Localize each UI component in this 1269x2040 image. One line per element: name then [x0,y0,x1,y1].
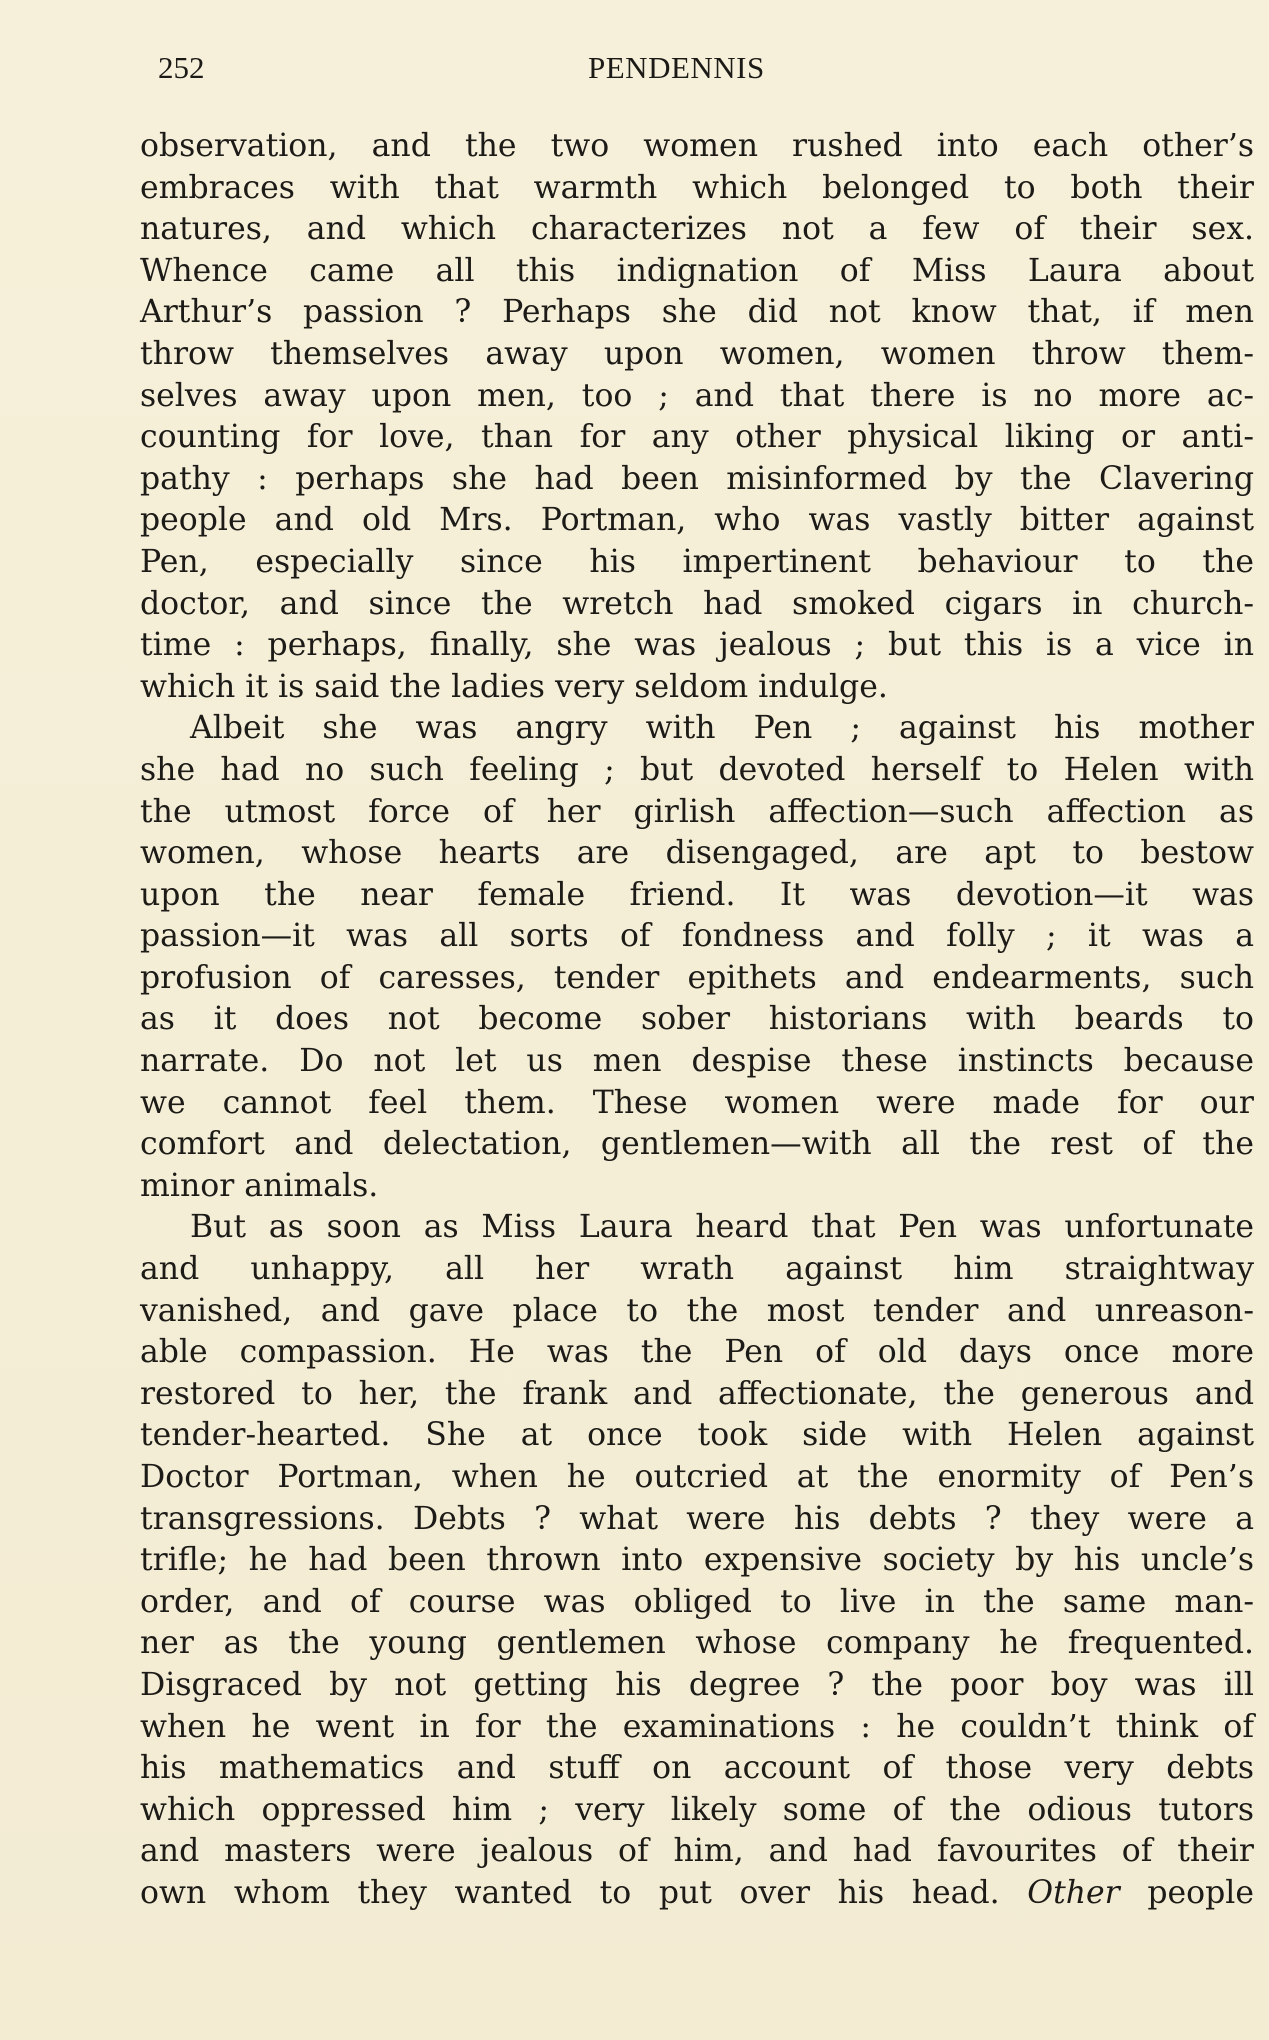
text-line: tender-hearted. She at once took side with Helen against [140,1417,1254,1454]
text-line: transgressions. Debts ? what were his debts ? they were a [140,1500,1254,1537]
text-line-final [140,1873,1254,1915]
text-line: trifle; he had been thrown into expensive society by his uncle’s [140,1542,1254,1579]
text-line: Albeit she was angry with Pen ; against his mother [190,710,1254,747]
text-line: pathy : perhaps she had been misinformed by the Clavering [140,460,1254,497]
text-line: But as soon as Miss Laura heard that Pen was unfortunate [190,1209,1254,1246]
body-text [140,126,1254,1915]
text-line: doctor, and since the wretch had smoked cigars in church- [140,585,1254,622]
text-line: ner as the young gentlemen whose company he frequented. [140,1625,1254,1662]
text-line: which it is said the ladies very seldom indulge. [140,668,888,705]
text-line-final-start: own whom they wanted to put over his head. [140,1874,1000,1911]
text-line: Disgraced by not getting his degree ? the poor boy was ill [140,1666,1254,1703]
text-line: Pen, especially since his impertinent behaviour to the [140,543,1254,580]
text-line: as it does not become sober historians with beards to [140,1001,1254,1038]
text-line: his mathematics and stuff on account of those very debts [140,1750,1254,1787]
text-line: natures, and which characterizes not a few of their sex. [140,211,1254,248]
text-line: passion—it was all sorts of fondness and folly ; it was a [140,918,1254,955]
text-line: comfort and delectation, gentlemen—with all the rest of the [140,1126,1254,1163]
gap [1000,1875,1028,1911]
text-line: minor animals. [140,1167,379,1204]
page-number: 252 [158,50,205,85]
text-line: observation, and the two women rushed into each other’s [140,128,1254,164]
text-line: when he went in for the examinations : he couldn’t think of [140,1708,1254,1745]
running-title: PENDENNIS [588,50,765,85]
text-line: profusion of caresses, tender epithets and endearments, such [140,959,1254,996]
text-line: women, whose hearts are disengaged, are apt to bestow [140,835,1254,872]
text-line: we cannot feel them. These women were made for our [140,1084,1254,1121]
text-line: Doctor Portman, when he outcried at the enormity of Pen’s [140,1459,1254,1495]
text-line: Whence came all this indignation of Miss Laura about [140,252,1254,289]
text-line: order, and of course was obliged to live in the same man- [140,1583,1254,1620]
text-line: and masters were jealous of him, and had favourites of their [140,1833,1254,1870]
text-line: and unhappy, all her wrath against him straightway [140,1251,1254,1288]
italic-word: Other [1027,1874,1120,1911]
text-line: counting for love, than for any other physical liking or anti- [140,419,1254,456]
text-line: Arthur’s passion ? Perhaps she did not know that, if men [140,294,1254,331]
text-line: vanished, and gave place to the most tender and unreason- [140,1292,1254,1329]
text-line: upon the near female friend. It was devotion—it was [140,876,1254,913]
text-line: throw themselves away upon women, women throw them- [140,335,1254,372]
text-line-final-tail: people [1119,1874,1254,1911]
text-line: restored to her, the frank and affectionate, the generous and [140,1375,1254,1412]
text-line: people and old Mrs. Portman, who was vastly bitter against [140,502,1254,539]
text-line: she had no such feeling ; but devoted herself to Helen with [140,751,1254,788]
text-line: embraces with that warmth which belonged to both their [140,169,1254,206]
text-line: able compassion. He was the Pen of old days once more [140,1334,1254,1371]
text-line: selves away upon men, too ; and that there is no more ac- [140,377,1254,414]
page-header [158,50,818,94]
text-line: time : perhaps, finally, she was jealous ; but this is a vice in [140,627,1254,664]
text-line: the utmost force of her girlish affection—such affection as [140,793,1254,830]
text-line: which oppressed him ; very likely some of the odious tutors [140,1791,1254,1828]
text-line: narrate. Do not let us men despise these instincts because [140,1043,1254,1080]
